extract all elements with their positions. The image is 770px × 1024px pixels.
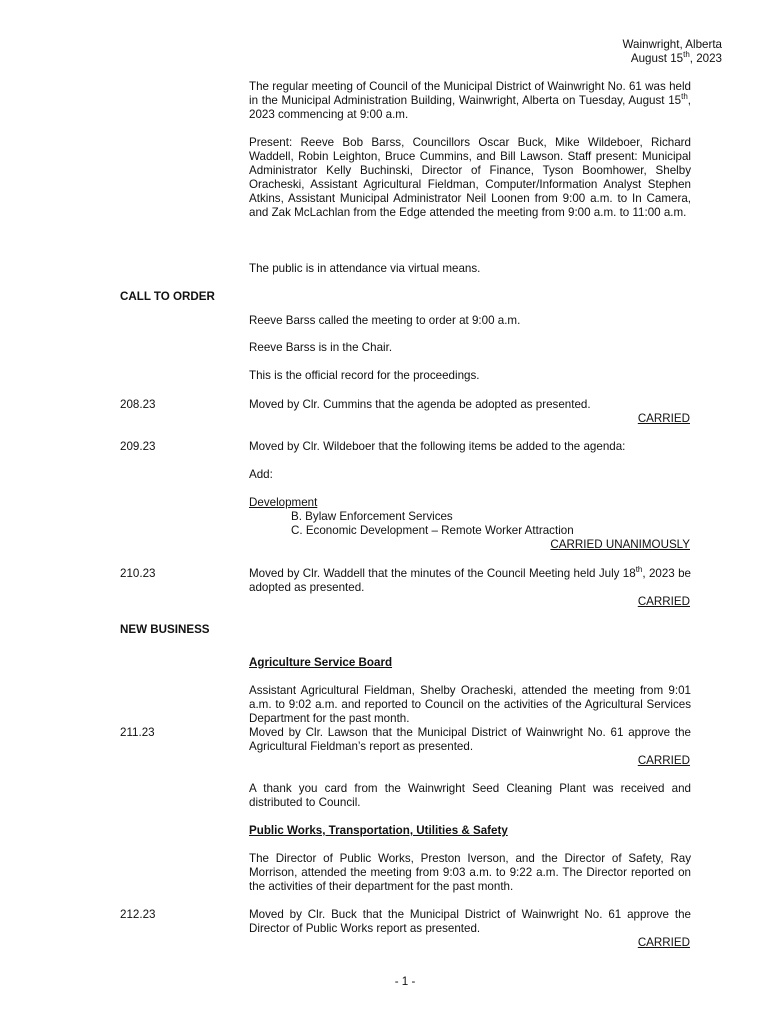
list-item-economic-development: C. Economic Development – Remote Worker Attraction [291, 524, 574, 537]
motion-text-209: Moved by Clr. Wildeboer that the following items be added to the agenda: [249, 440, 626, 453]
motion-number-212: 212.23 [120, 908, 156, 921]
motion-result-208: CARRIED [637, 412, 690, 425]
public-works-report: The Director of Public Works, Preston Iverson, and the Director of Safety, Ray Morrison, attended the meeting from 9:03 a.m. to 9:22 a.m. The Director reported on the activities of their department for the past month. [249, 852, 691, 893]
motion-text-208: Moved by Clr. Cummins that the agenda be adopted as presented. [249, 398, 591, 411]
motion-text-212: Moved by Clr. Buck that the Municipal District of Wainwright No. 61 approve the Director of Public Works report as presented. [249, 908, 691, 935]
motion-result-212: CARRIED [637, 936, 690, 949]
motion-text-210: Moved by Clr. Waddell that the minutes of the Council Meeting held July 18th, 2023 be adopted as presented. [249, 565, 691, 594]
motion-result-209: CARRIED UNANIMOUSLY [550, 538, 690, 551]
motion-result-210: CARRIED [637, 595, 690, 608]
development-heading: Development [249, 496, 318, 509]
page-number: - 1 - [394, 975, 416, 988]
public-attendance: The public is in attendance via virtual means. [249, 262, 481, 275]
motion-number-210: 210.23 [120, 567, 156, 580]
motion-number-208: 208.23 [120, 398, 156, 411]
asb-heading: Agriculture Service Board [249, 656, 393, 669]
list-item-bylaw: B. Bylaw Enforcement Services [291, 510, 453, 523]
chair-line: Reeve Barss is in the Chair. [249, 341, 393, 354]
present-paragraph: Present: Reeve Bob Barss, Councillors Oscar Buck, Mike Wildeboer, Richard Waddell, Robin Leighton, Bruce Cummins, and Bill Lawson. Staff present: Municipal Administrator Kelly Buchinski, Director of Finance, Tyson Boomhower, Shelby Oracheski, Assistant Agricultural Fieldman, Computer/Information Analyst Stephen Atkins, Assistant Municipal Administrator Neil Loonen from 9:00 a.m. to In Camera, and Zak McLachlan from the Edge attended the meeting from 9:00 a.m. to 11:00 a.m. [249, 136, 691, 219]
document-header [623, 38, 722, 66]
thank-you-note: A thank you card from the Wainwright Seed Cleaning Plant was received and distributed to Council. [249, 782, 691, 809]
call-to-order-line: Reeve Barss called the meeting to order at 9:00 a.m. [249, 314, 521, 327]
intro-paragraph: The regular meeting of Council of the Municipal District of Wainwright No. 61 was held in the Municipal Administration Building, Wainwright, Alberta on Tuesday, August 15th, 2023 commencing at 9:00 a.m. [249, 80, 691, 121]
motion-text-211: Moved by Clr. Lawson that the Municipal District of Wainwright No. 61 approve the Agricultural Fieldman’s report as presented. [249, 726, 691, 753]
motion-result-211: CARRIED [637, 754, 690, 767]
header-location: Wainwright, Alberta [622, 38, 722, 51]
motion-number-209: 209.23 [120, 440, 156, 453]
header-date: August 15th, 2023 [630, 50, 722, 65]
call-to-order-heading: CALL TO ORDER [120, 290, 215, 303]
motion-number-211: 211.23 [120, 726, 155, 739]
asb-report: Assistant Agricultural Fieldman, Shelby Oracheski, attended the meeting from 9:01 a.m. to 9:02 a.m. and reported to Council on the activities of the Agricultural Services Department for the past month. [249, 684, 691, 725]
new-business-heading: NEW BUSINESS [120, 623, 210, 636]
add-label: Add: [249, 468, 273, 481]
public-works-heading: Public Works, Transportation, Utilities & Safety [249, 824, 508, 837]
official-record-line: This is the official record for the proceedings. [249, 369, 480, 382]
